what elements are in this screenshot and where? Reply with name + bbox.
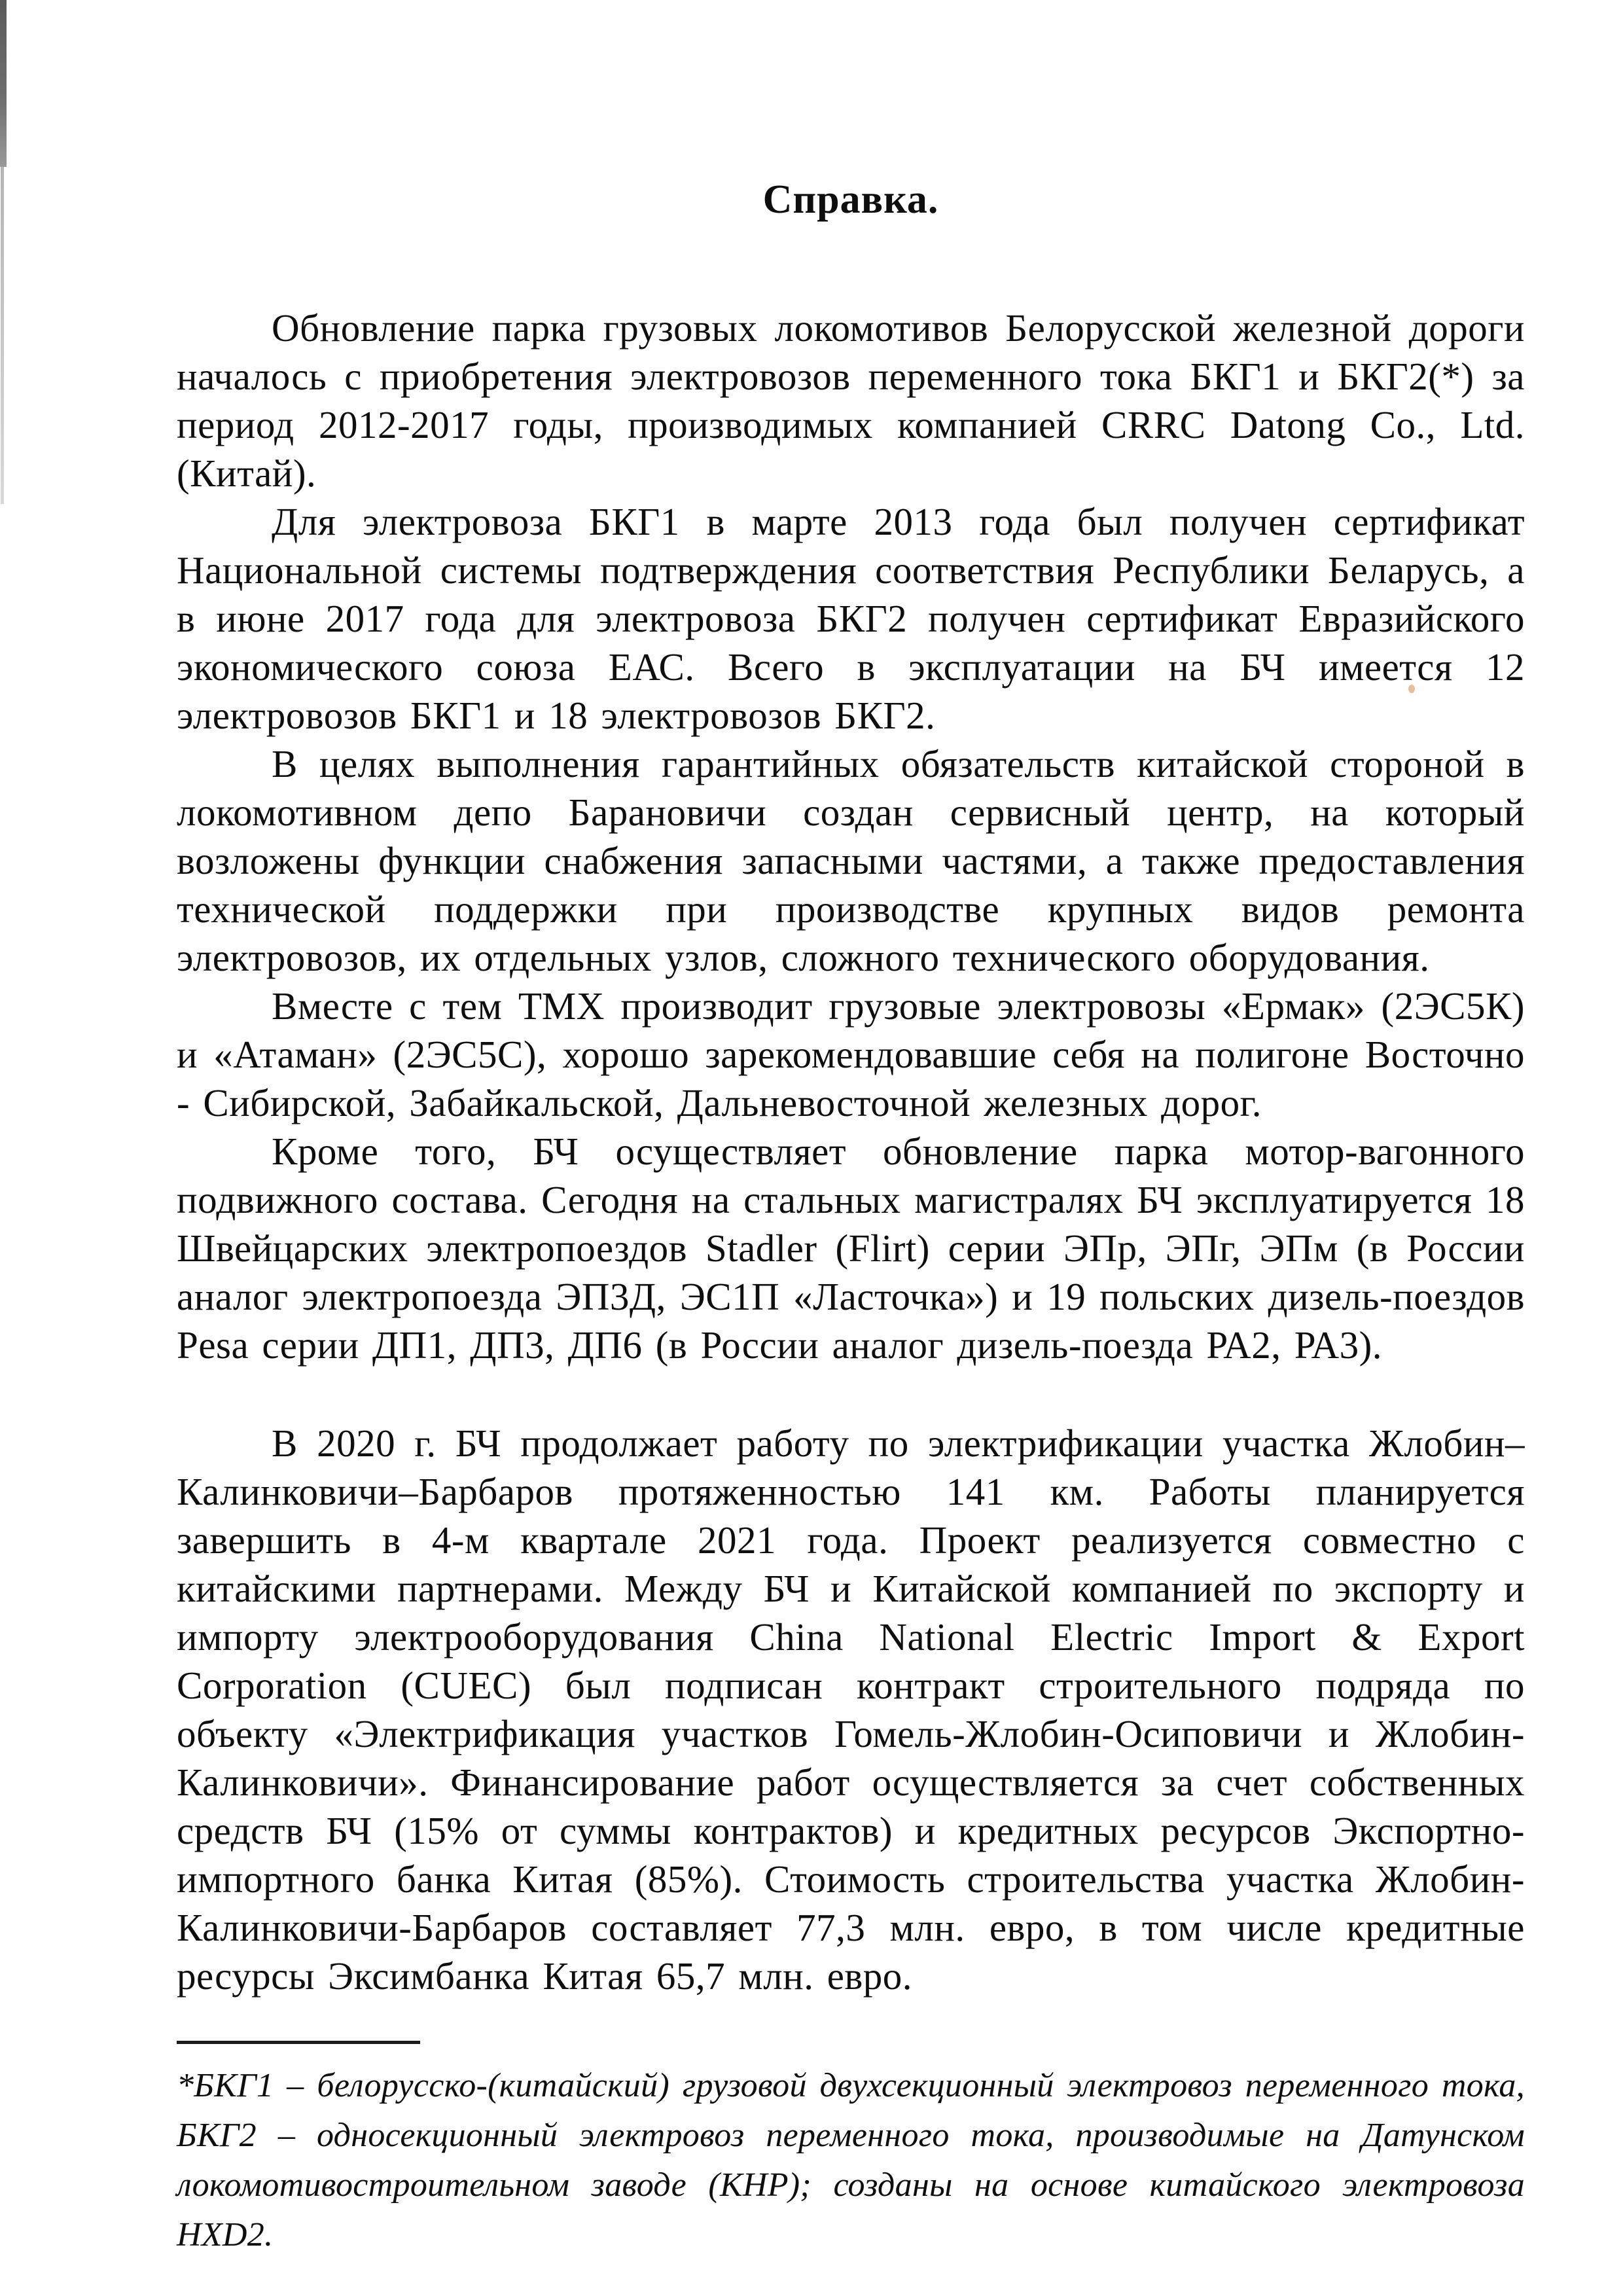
- paragraph-3: В целях выполнения гарантийных обязательств китайской стороной в локомотивном депо Барановичи создан сервисный центр, на который возложены функции снабжения запасными частями, а также предоставления технической поддержки при производстве крупных видов ремонта электровозов, их отдельных узлов, сложного технического оборудования.: [177, 742, 1525, 979]
- paragraph-1: Обновление парка грузовых локомотивов Белорусской железной дороги началось с приобретения электровозов переменного тока БКГ1 и БКГ2(*) за период 2012-2017 годы, производимых компанией CRRC Datong Co., Ltd. (Китай).: [177, 306, 1525, 495]
- footnote-area: [177, 2041, 1525, 2260]
- paragraph-5: Кроме того, БЧ осуществляет обновление парка мотор-вагонного подвижного состава. Сегодня на стальных магистралях БЧ эксплуатируется 18 Швейцарских электропоездов Stadler (Flirt) серии ЭПр, ЭПг, ЭПм (в России аналог электропоезда ЭП3Д, ЭС1П «Ласточка») и 19 польских дизель-поездов Pesa серии ДП1, ДП3, ДП6 (в России аналог дизель-поезда РА2, РА3).: [177, 1130, 1525, 1367]
- scan-artifact-left-streak: [1, 167, 4, 504]
- content-area: [177, 175, 1525, 2000]
- paragraph-2: Для электровоза БКГ1 в марте 2013 года был получен сертификат Национальной системы подтверждения соответствия Республики Беларусь, а в июне 2017 года для электровоза БКГ2 получен сертификат Евразийского экономического союза ЕАС. Всего в эксплуатации на БЧ имеется 12 электровозов БКГ1 и 18 электровозов БКГ2.: [177, 500, 1525, 737]
- paragraph-6: В 2020 г. БЧ продолжает работу по электрификации участка Жлобин–Калинковичи–Барбаров протяженностью 141 км. Работы планируется завершить в 4-м квартале 2021 года. Проект реализуется совместно с китайскими партнерами. Между БЧ и Китайской компанией по экспорту и импорту электрооборудования China National Electric Import & Export Corporation (CUEC) был подписан контракт строительного подряда по объекту «Электрификация участков Гомель-Жлобин-Осиповичи и Жлобин-Калинковичи». Финансирование работ осуществляется за счет собственных средств БЧ (15% от суммы контрактов) и кредитных ресурсов Экспортно-импортного банка Китая (85%). Стоимость строительства участка Жлобин-Калинковичи-Барбаров составляет 77,3 млн. евро, в том числе кредитные ресурсы Эксимбанка Китая 65,7 млн. евро.: [177, 1422, 1525, 1998]
- footnote-text: *БКГ1 – белорусско-(китайский) грузовой двухсекционный электровоз переменного тока, БКГ2 – односекционный электровоз переменного тока, производимые на Датунском локомотивостроительном заводе (КНР); созданы на основе китайского электровоза HXD2.: [177, 2067, 1525, 2253]
- paragraph-4: Вместе с тем ТМХ производит грузовые электровозы «Ермак» (2ЭС5К) и «Атаман» (2ЭС5С), хорошо зарекомендовавшие себя на полигоне Восточно - Сибирской, Забайкальской, Дальневосточной железных дорог.: [177, 984, 1525, 1124]
- scan-artifact-left-bar: [0, 0, 7, 167]
- footnote-separator: [177, 2041, 420, 2044]
- page-title: Справка.: [762, 177, 939, 222]
